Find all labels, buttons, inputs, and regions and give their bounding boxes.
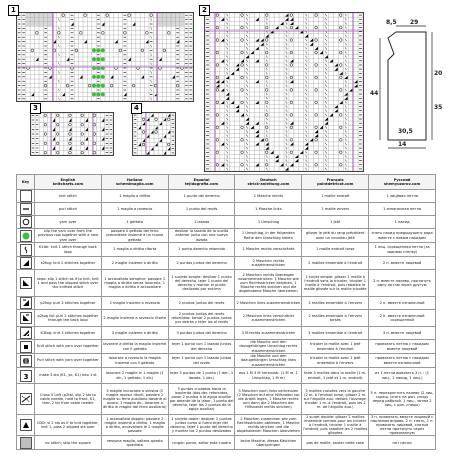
panel-label-3: 3 bbox=[30, 103, 41, 114]
table-cell: 1 maille endroit bbox=[302, 190, 369, 203]
table-row bbox=[17, 216, 436, 229]
table-cell: knit stitch bbox=[35, 190, 102, 203]
symbol-cell bbox=[17, 216, 35, 229]
grid-cell-empty bbox=[26, 17, 30, 21]
grid-cell-green bbox=[92, 75, 96, 79]
grid-cell-empty bbox=[35, 22, 39, 26]
stitch-symbol-icon bbox=[20, 244, 32, 256]
stitch-symbol-icon bbox=[20, 341, 32, 353]
symbol-cell bbox=[17, 327, 35, 340]
measure-bottom: 30,5 bbox=[398, 128, 413, 135]
table-cell: снять накид предыдущего ряда вместе с новым накидом bbox=[369, 229, 436, 243]
table-cell: pas de maille, sauter cette case bbox=[302, 436, 369, 450]
table-cell: 1 accavallato semplice: passare 1 maglia a diritto senza lavorarla, 1 maglia a diritto e accavallare bbox=[101, 270, 168, 297]
table-cell: 3 mailles ensemble à l'endroit bbox=[302, 327, 369, 340]
table-row bbox=[17, 190, 436, 203]
grid-cell-empty bbox=[30, 22, 34, 26]
measure-left: 44 bbox=[370, 90, 379, 97]
table-cell: skpo: slip 1 stitch as if to knit, knit 1 and pass the slipped stitch over the knitted stitch bbox=[35, 270, 102, 297]
table-cell: 1 Masche rechts verschränkt bbox=[235, 243, 302, 257]
grid-cell-empty bbox=[180, 13, 184, 17]
grid-cell-empty bbox=[167, 22, 171, 26]
stitch-symbol-icon bbox=[20, 190, 32, 202]
stitch-symbol-icon bbox=[20, 297, 32, 309]
symbol-cell bbox=[17, 297, 35, 310]
table-cell: 5 maglie incrociate a sinistra (2 maglie rovesci ritorti, passare 2 maglie su ferro ausiliario davanti al lavoro, 1 maglia dir., lavorare a diritto le maglie dal ferro ausiliario) bbox=[101, 384, 168, 415]
table-cell: 2 п. вместе налево, протянуть одну петлю через другую bbox=[369, 270, 436, 297]
grid-cell-green bbox=[96, 75, 100, 79]
symbol-cell bbox=[17, 340, 35, 354]
table-row bbox=[17, 310, 436, 327]
table-cell: tejer 3 puntos de 1 punto (1 der., 1 lazada, 1 der.) bbox=[168, 368, 235, 384]
chart-grid-3 bbox=[31, 113, 113, 155]
table-row bbox=[17, 203, 436, 216]
table-row bbox=[17, 384, 436, 415]
grid-cell-green bbox=[96, 92, 100, 96]
table-cell: 2 mailles ensemble à l'envers bbox=[302, 297, 369, 310]
grid-cell-empty bbox=[43, 17, 47, 21]
table-cell: 1 Masche rechts bbox=[235, 190, 302, 203]
grid-cell-green bbox=[96, 84, 100, 88]
stitch-symbol-icon bbox=[20, 355, 32, 367]
grid-cell-empty bbox=[162, 17, 166, 21]
measure-right-lower: 35 bbox=[434, 104, 443, 111]
table-cell: lavorare a rovescio la maglia insieme con il gettato bbox=[101, 354, 168, 368]
grid-cell-empty bbox=[158, 22, 162, 26]
stitch-symbol-icon bbox=[20, 419, 32, 431]
table-cell: 1 maglia a diritto bbox=[101, 190, 168, 203]
table-cell: 2 puntos juntos del derecho bbox=[168, 257, 235, 270]
table-cell: lavorare 2 maglie in 1 maglia (1 dir., 1 gettato, 1 dir.) bbox=[101, 368, 168, 384]
chart-grid-4 bbox=[133, 113, 175, 155]
grid-cell-green bbox=[101, 75, 105, 79]
symbol-cell bbox=[17, 310, 35, 327]
table-cell: 1 maglia a rovescio bbox=[101, 203, 168, 216]
table-cell: из 1 петли вывязать 3 п. : (1 лиц., 1 накид, 1 лиц.) bbox=[369, 368, 436, 384]
table-cell: 1 maille envers bbox=[302, 203, 369, 216]
symbol-cell bbox=[17, 190, 35, 203]
panel-label-4: 4 bbox=[131, 103, 142, 114]
header-english: English knitcharts.com bbox=[35, 175, 102, 190]
stitch-symbol-icon bbox=[20, 203, 32, 215]
grid-cell-empty bbox=[26, 22, 30, 26]
table-cell: Purl stitch with yarn over together bbox=[35, 354, 102, 368]
symbol-cell bbox=[17, 229, 35, 243]
grid-cell-empty bbox=[171, 22, 175, 26]
table-cell: CDD: sl 2 sts as if to knit together, knit 1, pass 2 slipped sts over bbox=[35, 415, 102, 436]
table-cell: 1 Masche links bbox=[235, 203, 302, 216]
table-cell: 5 mailles croisées vers la gauche (2 m. à l'endroit torse, glisser 2 m. sur l'aiguille aux. devant l'ouvrage, tricoter 1 m. à l'endroit, puis les 2 m. de l'aiguille aux.) bbox=[302, 384, 369, 415]
table-row bbox=[17, 257, 436, 270]
table-cell: 1 punto derecho retorcido bbox=[168, 243, 235, 257]
table-header-row bbox=[17, 175, 436, 190]
table-cell: p2tog tbl: purl 2 stitches together through the back loop bbox=[35, 310, 102, 327]
table-cell: 3 п. вместе лицевой bbox=[369, 327, 436, 340]
header-espanol: Español tejidografia.com bbox=[168, 175, 235, 190]
table-cell: 3 п. провязать вместе лицевой с наклоном вправо, 2 п. снять, 1 п. провязать лицевой, снятые петли протянуть через провязанную bbox=[370, 415, 434, 436]
table-cell: 1 лиц. скрещенная петля (за заднюю стенку) bbox=[369, 243, 436, 257]
table-row bbox=[17, 436, 436, 450]
table-row bbox=[17, 340, 436, 354]
table-cell: 1 punto del derecho bbox=[168, 190, 235, 203]
table-cell: 1 jeté bbox=[302, 216, 369, 229]
grid-cell-green bbox=[96, 57, 100, 61]
symbol-cell bbox=[17, 368, 35, 384]
grid-cell-empty bbox=[35, 17, 39, 21]
table-row bbox=[17, 415, 436, 436]
table-cell: Knit stitch with yarn over together bbox=[35, 340, 102, 354]
grid-cell-empty bbox=[30, 13, 34, 17]
table-cell: ningún punto, saltar esta cuadro bbox=[168, 436, 235, 450]
grid-cell-empty bbox=[39, 17, 43, 21]
table-cell: 5 п. перекрестить налево (2 лиц. скрещ. снять на доп. спицу перед работой, 1 лиц., затем 2 лиц. с доп. спицы) bbox=[369, 384, 436, 415]
table-cell: 1 surjete doble: deslizar 2 puntos juntos como si fuera tejer del derecho, tejer 1 punto del derecho y montar los 2 puntos deslizados bbox=[168, 415, 235, 436]
table-cell: 1 surjet simple: glisser 1 maille à l'endroit sans la tricoter, tricoter 1 maille à l'endroit, puis rabattre la maille glissée sur la maille tricotée bbox=[302, 270, 369, 297]
grid-cell-empty bbox=[158, 13, 162, 17]
table-cell: 1 maglia a diritto ritorta bbox=[101, 243, 168, 257]
table-cell: 1 лицевая петля bbox=[369, 190, 436, 203]
table-cell: 2 mailles ensemble à l'envers torses bbox=[302, 310, 369, 327]
panel-label-2: 2 bbox=[199, 5, 210, 16]
table-cell: deslizar la lazada de la vuelta anterior junto con una nueva lazada bbox=[168, 229, 235, 243]
table-cell: 5 puntos cruzados hacia la izquierda (dos der. retorcidos, pasar 2 puntos a la aguja auxiliar por delante de la labor, 1 punto del derecho, tejer los 2 puntos de la aguja auxiliar) bbox=[168, 384, 235, 415]
table-cell: 1 изнаночная петля bbox=[369, 203, 436, 216]
grid-cell-empty bbox=[158, 17, 162, 21]
table-cell: 3 puntos juntos del derecho bbox=[168, 327, 235, 340]
table-cell: 2 Maschen links verschränkt zusammenstricken bbox=[235, 310, 302, 327]
table-cell: faire 3 mailles dans la maille (1 m. endroit, 1 jeté et 1 m. endroit) bbox=[302, 368, 369, 384]
chart-panel-1 bbox=[16, 12, 194, 102]
table-cell: 1 накид bbox=[369, 216, 436, 229]
chart-panel-4 bbox=[132, 112, 176, 156]
grid-cell-empty bbox=[43, 13, 47, 17]
table-cell: 3 maglie insieme a diritto bbox=[101, 327, 168, 340]
table-cell: purl stitch bbox=[35, 203, 102, 216]
table-row bbox=[17, 243, 436, 257]
table-cell: 1 Umschlag bbox=[235, 216, 302, 229]
table-cell: yarn over bbox=[35, 216, 102, 229]
table-cell: tejer 1 punto con 1 lazada juntos del revés bbox=[168, 354, 235, 368]
grid-cell-empty bbox=[48, 13, 52, 17]
grid-cell-green bbox=[92, 48, 96, 52]
table-cell: no stitch; skip the square bbox=[35, 436, 102, 450]
table-cell: 1 lazada bbox=[168, 216, 235, 229]
symbol-cell bbox=[17, 384, 35, 415]
table-cell: 2 Maschen rechts überzogen zusammenstricken: 1 Masche wie zum Rechtsstricken abheben, 1 Masche rechts stricken und die abgehobene Masche überziehen bbox=[235, 270, 302, 297]
table-cell: p2tog: purl 2 stitches together bbox=[35, 297, 102, 310]
measure-bottom-extra: 14 bbox=[398, 141, 407, 148]
symbol-cell bbox=[17, 436, 35, 450]
table-cell: 2 maglie insieme a rovescio bbox=[101, 297, 168, 310]
grid-cell-green bbox=[92, 84, 96, 88]
schematic-outline bbox=[388, 32, 426, 140]
chart-panel-3 bbox=[30, 112, 114, 156]
grid-cell-green bbox=[101, 84, 105, 88]
garment-schematic bbox=[366, 20, 450, 160]
grid-cell-empty bbox=[171, 13, 175, 17]
table-cell: 1 gettato bbox=[101, 216, 168, 229]
table-cell: keine Masche, dieses Kästchen überspringen bbox=[235, 436, 302, 450]
table-row bbox=[17, 368, 436, 384]
stitch-symbol-icon bbox=[20, 216, 32, 228]
grid-cell-empty bbox=[167, 17, 171, 21]
table-cell: 2 maglie insieme a rovescio ritorte bbox=[101, 310, 168, 327]
table-cell: die Masche und den dazugehörigen Umschlag links zusammenstricken bbox=[235, 354, 302, 368]
grid-cell-empty bbox=[167, 13, 171, 17]
grid-cell-empty bbox=[180, 22, 184, 26]
table-cell: make 3 sts (K1, yo, K1) into 1 st bbox=[35, 368, 102, 384]
symbol-cell bbox=[17, 354, 35, 368]
header-deutsch: Deutsch strick-anleitung.com bbox=[235, 175, 302, 190]
stitch-symbol-icon bbox=[20, 277, 32, 289]
grid-cell-empty bbox=[162, 22, 166, 26]
table-cell: aus 1 M 3 M herausstr. (1 M re, 1 Umschlag, 1 M re) bbox=[235, 368, 302, 384]
grid-cell-empty bbox=[26, 13, 30, 17]
table-cell: nessuna maglia, saltare questo quadrato bbox=[101, 436, 168, 450]
grid-cell-green bbox=[101, 57, 105, 61]
measure-right-upper: 20 bbox=[434, 70, 443, 77]
table-row bbox=[17, 229, 436, 243]
table-cell: 2 п. вместе лицевой bbox=[369, 257, 436, 270]
table-cell: lavorare a diritto la maglia insieme con il gettato bbox=[101, 340, 168, 354]
table-cell: 1 surjet double: glisser 2 mailles ensemble comme pour les tricoter à l'endroit, tricoter 1 maille à l'endroit, puis rabattre les 2 mailles glissées bbox=[303, 415, 368, 436]
table-cell: die Masche und den dazugehörigen Umschlag rechts zusammenstricken bbox=[235, 340, 302, 354]
table-cell: 2 puntos juntos del revés retorcidos: tomar 2 puntos juntos por detrás y tejer los al revés bbox=[168, 310, 235, 327]
table-cell: 2 п. вместе изнаночной bbox=[369, 297, 436, 310]
grid-cell-green bbox=[96, 48, 100, 52]
table-cell: passare il gettato del ferro precedente insieme a un nuovo gettato bbox=[101, 229, 168, 243]
stitch-symbol-icon bbox=[20, 370, 32, 382]
table-cell: провязать петлю с накидом вместе лицевой bbox=[369, 340, 436, 354]
grid-cell-empty bbox=[39, 22, 43, 26]
table-cell: K3tog: knit 3 stitches together bbox=[35, 327, 102, 340]
grid-cell-empty bbox=[171, 17, 175, 21]
table-cell: 2 Maschen zusammen wie zum Rechtsstricken abheben, 1 Masche rechts stricken und die abgehobenen Maschen überziehen bbox=[235, 415, 302, 436]
table-cell: k2tog: knit 2 stitches together bbox=[35, 257, 102, 270]
table-cell: 2 Maschen links zusammenstricken bbox=[235, 297, 302, 310]
table-cell: 2 puntos juntos del revés bbox=[168, 297, 235, 310]
grid-cell-green bbox=[92, 57, 96, 61]
stitch-symbol-icon bbox=[20, 393, 32, 405]
stitch-symbol-icon bbox=[20, 257, 32, 269]
table-row bbox=[17, 297, 436, 310]
table-cell: 2 п. вместе изнаночной скрещенной bbox=[369, 310, 436, 327]
grid-cell-empty bbox=[48, 22, 52, 26]
measure-top-right: 29 bbox=[410, 19, 419, 26]
table-cell: tricoter la maille avec 1 jeté ensemble à l'envers bbox=[302, 354, 369, 368]
symbol-cell bbox=[17, 270, 35, 297]
grid-cell-empty bbox=[48, 17, 52, 21]
symbol-cell bbox=[17, 415, 35, 436]
table-cell: tricoter la maille avec 1 jeté ensemble à l'endroit bbox=[302, 340, 369, 354]
table-cell: нет петли bbox=[369, 436, 436, 450]
stitch-symbol-icon bbox=[20, 327, 32, 339]
grid-cell-empty bbox=[39, 13, 43, 17]
table-cell: 2 mailles ensemble à l'endroit bbox=[302, 257, 369, 270]
symbol-cell bbox=[17, 203, 35, 216]
stitch-symbol-icon bbox=[20, 230, 32, 242]
panel-label-1: 1 bbox=[8, 5, 19, 16]
grid-cell-empty bbox=[30, 17, 34, 21]
grid-cell-green bbox=[101, 92, 105, 96]
table-cell: 2 maglie insieme a diritto bbox=[101, 257, 168, 270]
header-key: Key bbox=[17, 175, 35, 190]
grid-cell-empty bbox=[35, 13, 39, 17]
grid-cell-empty bbox=[175, 17, 179, 21]
header-francais: Français pointdetricot.com bbox=[302, 175, 369, 190]
chart-grid-1 bbox=[17, 13, 193, 101]
table-row bbox=[17, 327, 436, 340]
table-cell: 1 maille endroit torse bbox=[302, 243, 369, 257]
grid-cell-empty bbox=[175, 22, 179, 26]
table-cell: slip the yarn over from the previous row together with a new yarn over bbox=[35, 229, 102, 243]
stitch-symbol-icon bbox=[20, 437, 32, 449]
stitch-symbol-icon bbox=[20, 312, 32, 324]
symbol-cell bbox=[17, 243, 35, 257]
table-cell: 5 Maschen nach links verkreuzen (2 Maschen auf eine Hilfsnadel vor die Arbeit legen, 1 Masche rechts und dann die 2 Maschen der Hilfsnadel rechts stricken) bbox=[235, 384, 302, 415]
measure-top-left: 8,5 bbox=[386, 19, 397, 26]
table-cell: K1tbl: knit 1 stitch through back loop bbox=[35, 243, 102, 257]
chart-grid-2 bbox=[205, 13, 363, 171]
table-cell: 1 accavallato doppio: passare 2 maglie insieme a diritto, 1 maglia a diritto, accavallare le 2 maglie passate bbox=[101, 415, 168, 436]
table-cell: 1 Umschlag, in der folgenden Reihe den Umschlag heben bbox=[235, 229, 302, 243]
stitch-key-table bbox=[16, 174, 436, 450]
grid-cell-green bbox=[101, 48, 105, 52]
header-russian: Русский shemyuzorov.com bbox=[369, 175, 436, 190]
svg-text:3: 3 bbox=[23, 372, 28, 381]
grid-cell-empty bbox=[175, 13, 179, 17]
grid-cell-green bbox=[92, 92, 96, 96]
table-cell: 1 punto del revés bbox=[168, 203, 235, 216]
table-cell: tejer 1 punto con 1 lazada juntos del derecho bbox=[168, 340, 235, 354]
grid-cell-empty bbox=[43, 22, 47, 26]
table-cell: Cross 5 Left (p2tbl, slip 2 sts to cable needle, hold to front, K1, then 2 tbl from cable needle bbox=[35, 384, 102, 415]
symbol-cell bbox=[17, 257, 35, 270]
table-cell: провязать петлю с накидом вместе изнаночной bbox=[369, 354, 436, 368]
grid-cell-empty bbox=[180, 17, 184, 21]
table-row bbox=[17, 354, 436, 368]
header-italiano: Italiano schemimaglia.com bbox=[101, 175, 168, 190]
table-cell: 3 M.rechts zusammenstricken bbox=[235, 327, 302, 340]
table-row bbox=[17, 270, 436, 297]
grid-cell-empty bbox=[162, 13, 166, 17]
table-cell: 2 Maschen rechts zusammenstricken bbox=[235, 257, 302, 270]
chart-panel-2 bbox=[204, 12, 364, 172]
table-cell: 1 surjete simple: deslizar 1 punto del derecho, tejer 1 punto del derecho y montar el punto deslizado por encima bbox=[168, 270, 235, 297]
table-cell: glisser le jeté du rang précédent avec un nouveau jeté bbox=[302, 229, 369, 243]
